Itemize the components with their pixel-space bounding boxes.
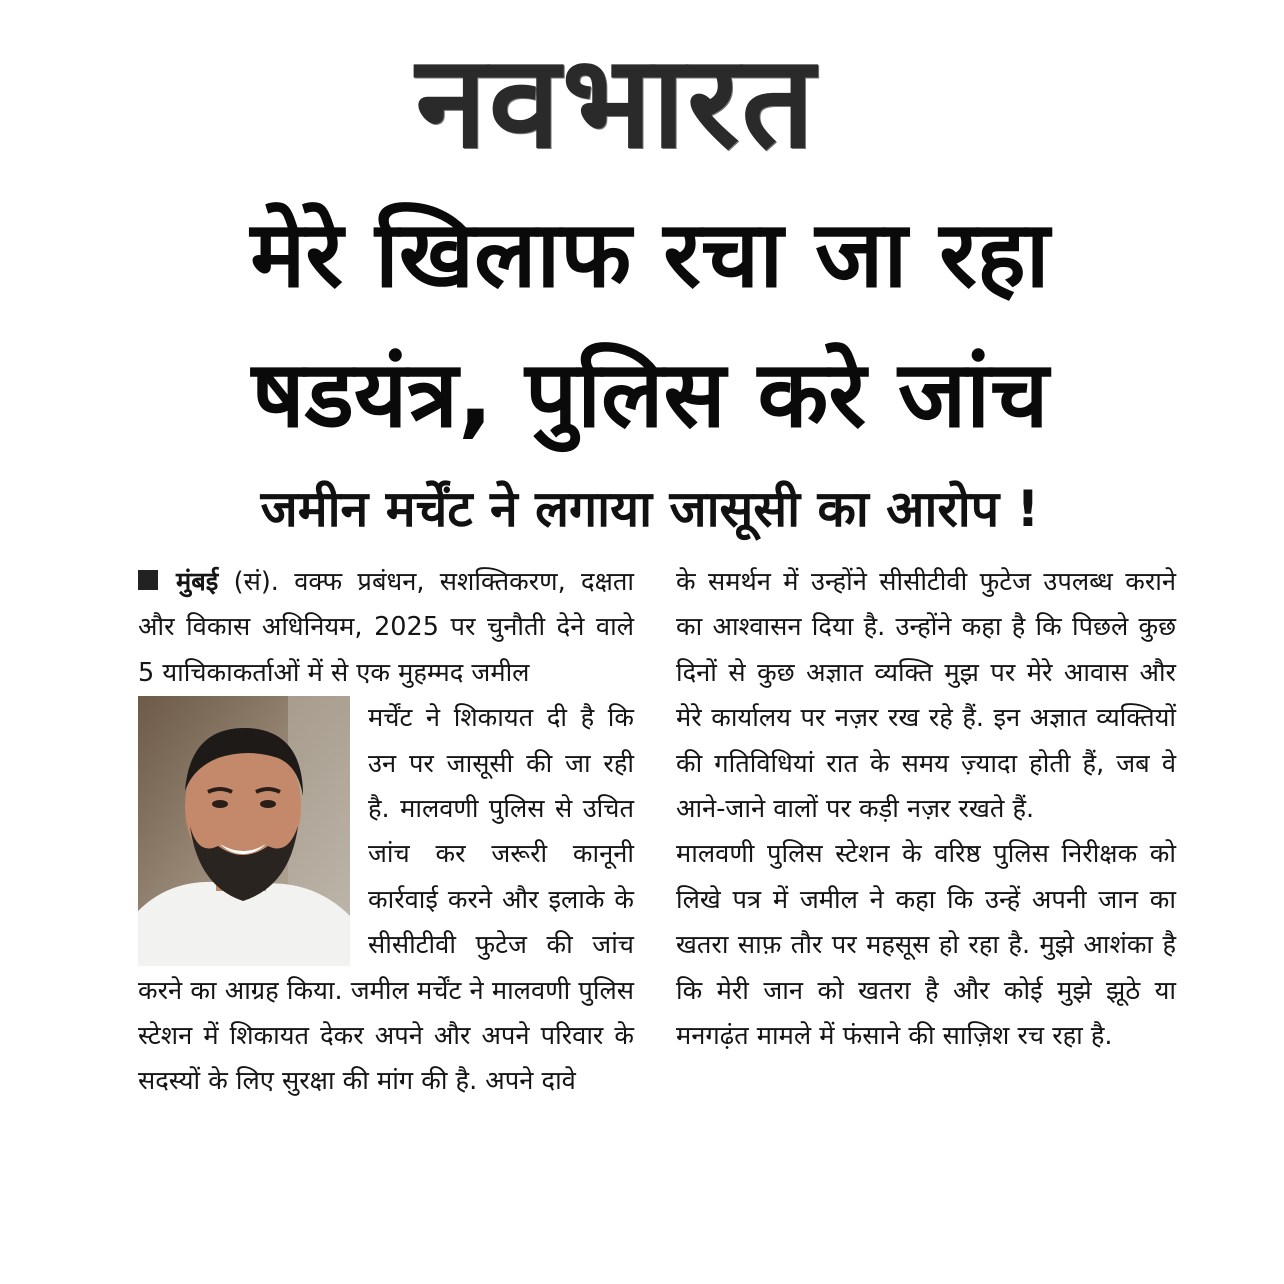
right-paragraph-1: के समर्थन में उन्होंने सीसीटीवी फुटेज उपलब्ध कराने का आश्वासन दिया है. उन्होंने कहा है कि पिछले कुछ दिनों से कुछ अज्ञात व्यक्ति मुझ पर मेरे आवास और मेरे कार्यालय पर नज़र रख रहे हैं. इन अज्ञात व्यक्तियों की गतिविधियां रात के समय ज़्यादा होती हैं, जब वे आने-जाने वालों पर कड़ी नज़र रखते हैं. [676,567,1176,825]
headline-line-2: षडयंत्र, पुलिस करे जांच [251,341,1049,448]
subheadline: जमीन मर्चेंट ने लगाया जासूसी का आरोप ! [260,480,1040,538]
masthead-logo: नवभारत [415,28,817,177]
headline-line-1: मेरे खिलाफ रचा जा रहा [250,201,1050,308]
source-tag: (सं). [233,567,279,597]
article-lead-paragraph [138,560,634,696]
lead-text: वक्फ प्रबंधन, सशक्तिकरण, दक्षता और विकास अधिनियम, 2025 पर चुनौती देने वाले 5 याचिकाकर्ताओं में से एक मुहम्मद जमील [138,567,634,688]
article-wrap-paragraph: मर्चेंट ने शिकायत दी है कि उन पर जासूसी की जा रही है. मालवणी पुलिस से उचित जांच कर जरूरी कानूनी कार्रवाई करने और इलाके के सीसीटीवी फुटेज की जांच करने का आग्रह किया. जमील मर्चेंट ने मालवणी पुलिस स्टेशन में शिकायत देकर अपने और अपने परिवार के सदस्यों के लिए सुरक्षा की मांग की है. अपने दावे [138,703,634,1097]
right-paragraph-2: मालवणी पुलिस स्टेशन के वरिष्ठ पुलिस निरीक्षक को लिखे पत्र में जमील ने कहा कि उन्हें अपनी जान का खतरा साफ़ तौर पर महसूस हो रहा है. मुझे आशंका है कि मेरी जान को खतरा है और कोई मुझे झूठे या मनगढ़ंत मामले में फंसाने की साज़िश रच रहा है. [676,839,1176,1052]
bullet-square-icon [138,570,158,590]
person-photo [138,696,350,966]
dateline: मुंबई [176,567,219,597]
portrait-image [138,696,350,966]
article-right-column [676,560,1176,1059]
article-left-column [138,560,634,1105]
